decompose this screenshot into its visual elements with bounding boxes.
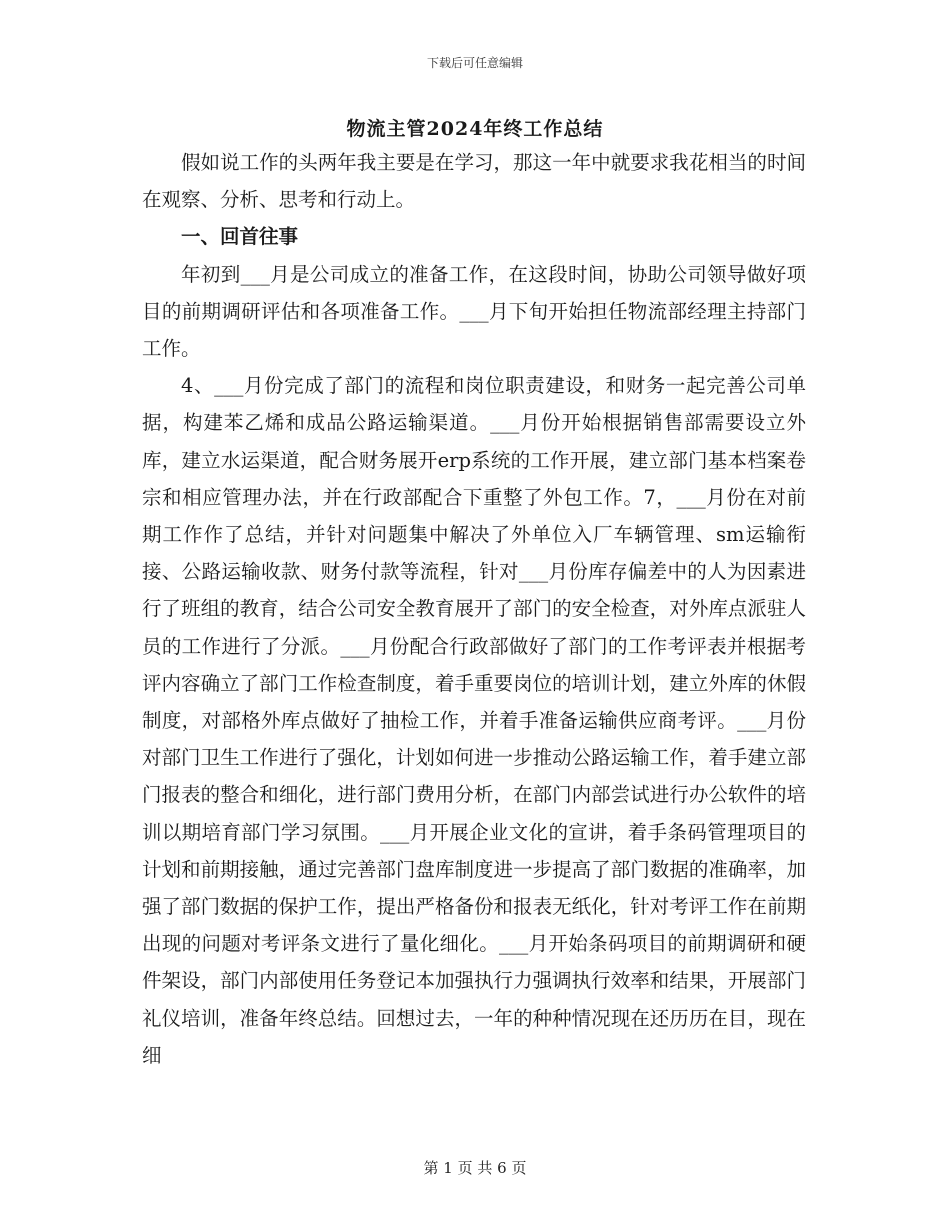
page-number: 第 1 页 共 6 页 (423, 1159, 527, 1177)
document-title: 物流主管2024年终工作总结 (346, 118, 604, 140)
header-note: 下载后可任意编辑 (426, 56, 523, 70)
document-body (142, 144, 806, 1074)
section-heading: 一、回首往事 (181, 225, 299, 249)
body-paragraph: 4、___月份完成了部门的流程和岗位职责建设，和财务一起完善公司单据，构建苯乙烯和成品公路运输渠道。___月份开始根据销售部需要设立外库，建立水运渠道，配合财务展开erp系统的工作开展，建立部门基本档案卷宗和相应管理办法，并在行政部配合下重整了外包工作。7，___月份在对前期工作作了总结，并针对问题集中解决了外单位入厂车辆管理、sm运输衔接、公路运输收款、财务付款等流程，针对___月份库存偏差中的人为因素进行了班组的教育，结合公司安全教育展开了部门的安全检查，对外库点派驻人员的工作进行了分派。___月份配合行政部做好了部门的工作考评表并根据考评内容确立了部门工作检查制度，着手重要岗位的培训计划，建立外库的休假制度，对部格外库点做好了抽检工作，并着手准备运输供应商考评。___月份对部门卫生工作进行了强化，计划如何进一步推动公路运输工作，着手建立部门报表的整合和细化，进行部门费用分析，在部门内部尝试进行办公软件的培训以期培育部门学习氛围。___月开展企业文化的宣讲，着手条码管理项目的计划和前期接触，通过完善部门盘库制度进一步提高了部门数据的准确率，加强了部门数据的保护工作，提出严格备份和报表无纸化，针对考评工作在前期出现的问题对考评条文进行了量化细化。___月开始条码项目的前期调研和硬件架设，部门内部使用任务登记本加强执行力强调执行效率和结果，开展部门礼仪培训，准备年终总结。回想过去，一年的种种情况现在还历历在目，现在细 (142, 374, 806, 1067)
body-paragraph: 年初到___月是公司成立的准备工作，在这段时间，协助公司领导做好项目的前期调研评估和各项准备工作。___月下旬开始担任物流部经理主持部门工作。 (142, 262, 806, 361)
intro-paragraph: 假如说工作的头两年我主要是在学习，那这一年中就要求我花相当的时间在观察、分析、思考和行动上。 (142, 151, 806, 212)
